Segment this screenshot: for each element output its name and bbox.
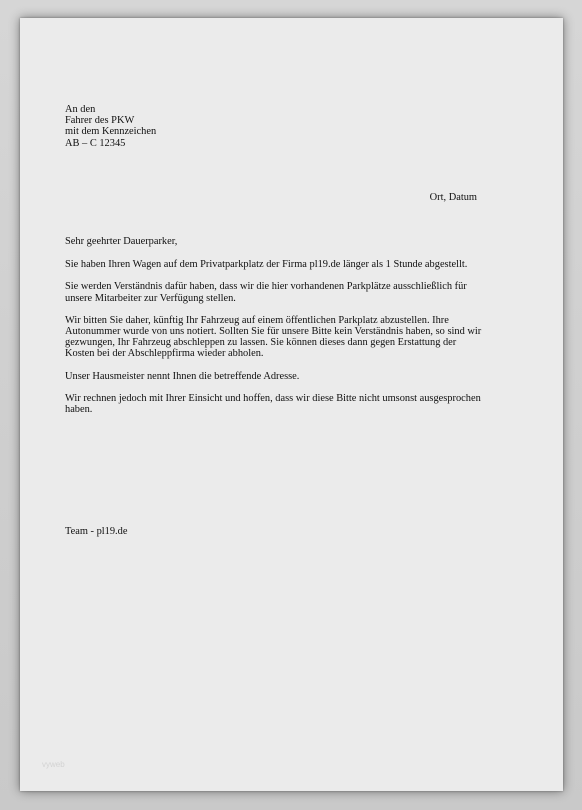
recipient-line: Fahrer des PKW [65, 115, 135, 127]
signature: Team - pl19.de [65, 526, 128, 537]
recipient-line: mit dem Kennzeichen [65, 126, 157, 138]
place-date: Ort, Datum [429, 192, 477, 203]
recipient-line: AB – C 12345 [65, 137, 126, 149]
body-paragraph: Wir rechnen jedoch mit Ihrer Einsicht und hoffen, dass wir diese Bitte nicht umsonst ausgesprochen haben. [65, 392, 481, 416]
recipient-address [65, 104, 477, 149]
recipient-line: An den [65, 104, 96, 115]
salutation: Sehr geehrter Dauerparker, [65, 236, 178, 247]
watermark-text: vyweb [42, 760, 65, 769]
body-paragraph: Sie haben Ihren Wagen auf dem Privatparkplatz der Firma pl19.de länger als 1 Stunde abgestellt. [65, 259, 468, 271]
body-paragraph: Unser Hausmeister nennt Ihnen die betreffende Adresse. [65, 370, 300, 382]
body-paragraph: Wir bitten Sie daher, künftig Ihr Fahrzeug auf einem öffentlichen Parkplatz abzustellen. Ihre Autonummer wurde von uns notiert. Sollten Sie für unsere Bitte kein Verständnis haben, so sind wir gezwungen, Ihr Fahrzeug abschleppen zu lassen. Sie können dieses dann gegen Erstattung der Kosten bei der Abschleppfirma wieder abholen. [65, 314, 482, 360]
letter-body [65, 236, 483, 426]
body-paragraph: Sie werden Verständnis dafür haben, dass wir die hier vorhandenen Parkplätze ausschließlich für unsere Mitarbeiter zur Verfügung stellen. [65, 281, 467, 304]
